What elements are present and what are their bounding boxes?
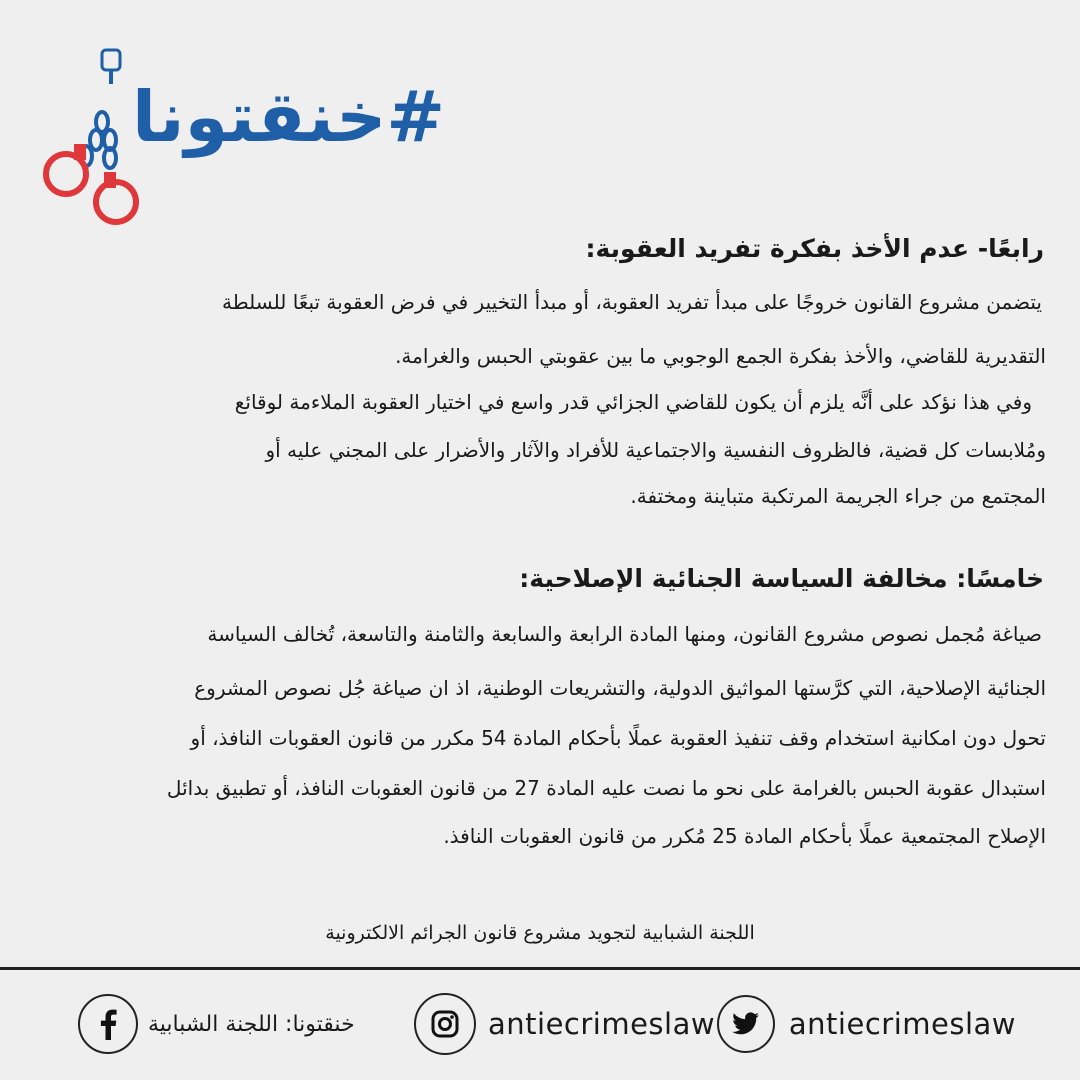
section-5-line: الإصلاح المجتمعية عملًا بأحكام المادة 25 مُكرر من قانون العقوبات النافذ. bbox=[443, 824, 1046, 848]
instagram-link[interactable] bbox=[414, 992, 715, 1056]
committee-credit: اللجنة الشبابية لتجويد مشروع قانون الجرائم الالكترونية bbox=[325, 922, 755, 944]
section-5-line: الجنائية الإصلاحية، التي كرَّستها المواثيق الدولية، والتشريعات الوطنية، اذ ان صياغة جُل نصوص المشروع bbox=[194, 676, 1046, 700]
twitter-link[interactable] bbox=[717, 992, 1016, 1056]
facebook-link[interactable] bbox=[78, 992, 355, 1056]
instagram-handle: antiecrimeslaw bbox=[488, 1007, 716, 1041]
section-5-heading: خامسًا: مخالفة السياسة الجنائية الإصلاحية: bbox=[519, 564, 1044, 593]
section-5-line: استبدال عقوبة الحبس بالغرامة على نحو ما نصت عليه المادة 27 من قانون العقوبات النافذ، أو تطبيق بدائل bbox=[166, 776, 1046, 800]
section-4-line: وفي هذا نؤكد على أنَّه يلزم أن يكون للقاضي الجزائي قدر واسع في اختيار العقوبة الملاءمة لوقائع bbox=[234, 390, 1032, 414]
instagram-icon bbox=[414, 993, 476, 1055]
section-4-heading: رابعًا- عدم الأخذ بفكرة تفريد العقوبة: bbox=[585, 234, 1044, 263]
section-4-line: يتضمن مشروع القانون خروجًا على مبدأ تفريد العقوبة، أو مبدأ التخيير في فرض العقوبة تبعًا للسلطة bbox=[222, 290, 1042, 314]
facebook-icon bbox=[78, 994, 138, 1054]
logo-hashtag: #خنقتونا bbox=[132, 76, 446, 158]
logo bbox=[36, 44, 446, 234]
section-5-line: صياغة مُجمل نصوص مشروع القانون، ومنها المادة الرابعة والسابعة والثامنة والتاسعة، تُخالف السياسة bbox=[207, 622, 1042, 646]
section-4-line: ومُلابسات كل قضية، فالظروف النفسية والاجتماعية للأفراد والآثار والأضرار على المجني عليه أو bbox=[265, 438, 1046, 462]
twitter-icon bbox=[717, 995, 775, 1053]
facebook-handle: خنقتونا: اللجنة الشبابية bbox=[148, 1011, 355, 1037]
twitter-handle: antiecrimeslaw bbox=[788, 1007, 1016, 1041]
section-4-line: المجتمع من جراء الجريمة المرتكبة متباينة ومختفة. bbox=[630, 484, 1046, 508]
footer-divider bbox=[0, 967, 1080, 970]
section-4-line: التقديرية للقاضي، والأخذ بفكرة الجمع الوجوبي ما بين عقوبتي الحبس والغرامة. bbox=[395, 344, 1046, 368]
section-5-line: تحول دون امكانية استخدام وقف تنفيذ العقوبة عملًا بأحكام المادة 54 مكرر من قانون العقوبات النافذ، أو bbox=[190, 726, 1046, 750]
